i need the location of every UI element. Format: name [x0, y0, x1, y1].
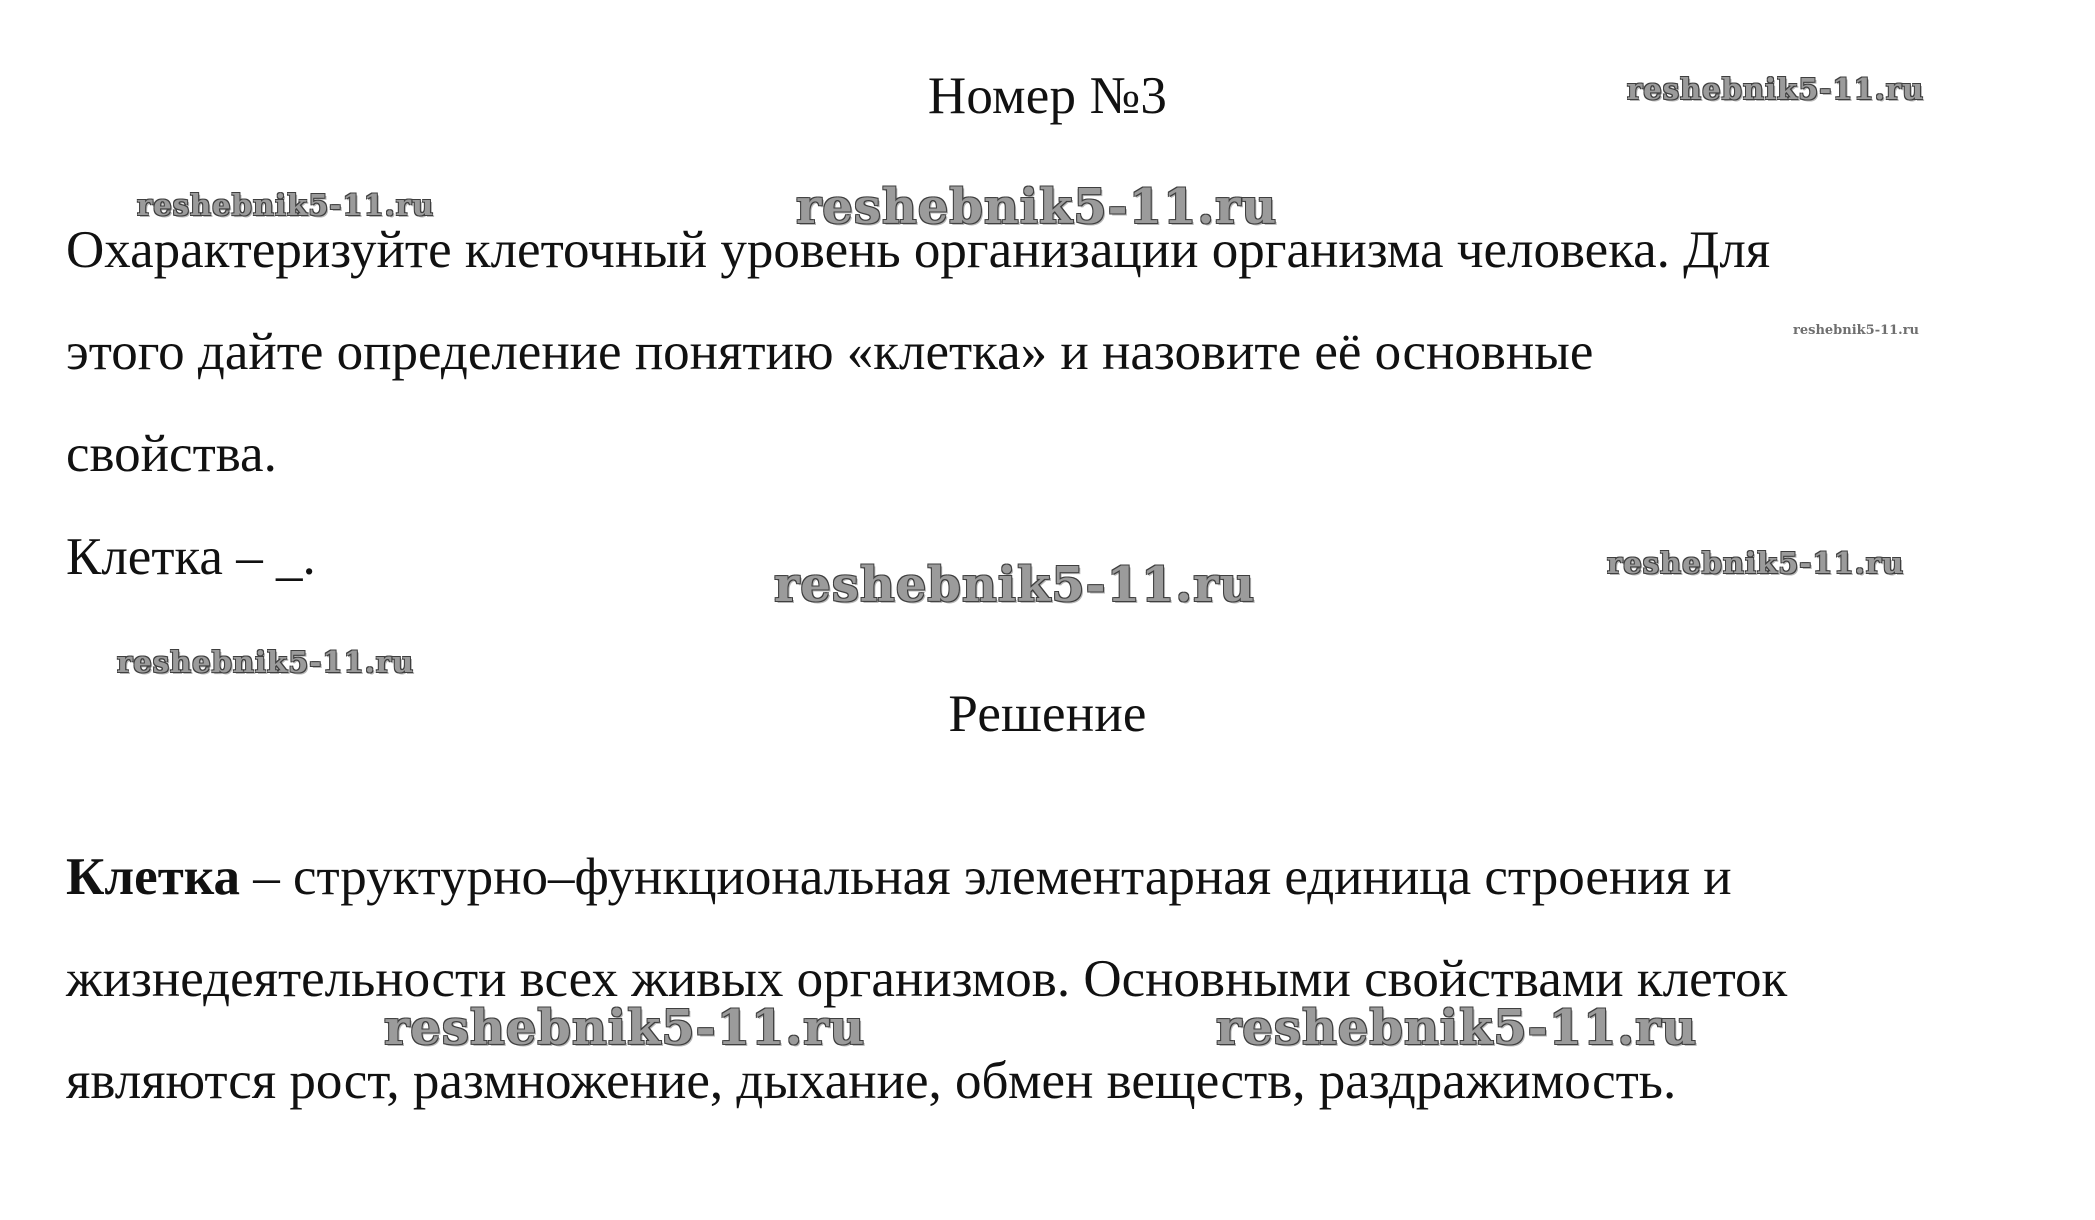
watermark-logo: reshebnik5-11.ru — [137, 188, 435, 222]
question-line: свойства. — [66, 425, 277, 483]
question-line: Охарактеризуйте клеточный уровень организации организма человека. Для — [66, 221, 1771, 279]
question-line: этого дайте определение понятию «клетка» и назовите её основные — [66, 323, 1594, 381]
watermark-logo: reshebnik5-11.ru — [1607, 546, 1905, 580]
watermark-logo: reshebnik5-11.ru — [774, 557, 1256, 613]
watermark-logo: reshebnik5-11.ru — [1793, 323, 1920, 338]
watermark-logo: reshebnik5-11.ru — [1627, 72, 1925, 106]
solution-term: Клетка — [66, 848, 240, 906]
solution-line: являются рост, размножение, дыхание, обмен веществ, раздражимость. — [66, 1052, 1677, 1110]
watermark-logo: reshebnik5-11.ru — [1216, 1000, 1698, 1056]
definition-blank: Клетка – _. — [66, 528, 316, 586]
solution-text — [66, 826, 2046, 1132]
question-text — [66, 199, 2046, 505]
solution-definition-start: – структурно–функциональная элементарная единица строения и — [239, 848, 1732, 906]
problem-title: Номер №3 — [927, 67, 1168, 125]
solution-line-first — [66, 826, 2046, 928]
watermark-logo: reshebnik5-11.ru — [796, 179, 1278, 235]
solution-line: жизнедеятельности всех живых организмов. Основными свойствами клеток — [66, 950, 1788, 1008]
watermark-logo: reshebnik5-11.ru — [117, 645, 415, 679]
watermark-logo: reshebnik5-11.ru — [384, 1000, 866, 1056]
solution-title: Решение — [948, 685, 1147, 743]
